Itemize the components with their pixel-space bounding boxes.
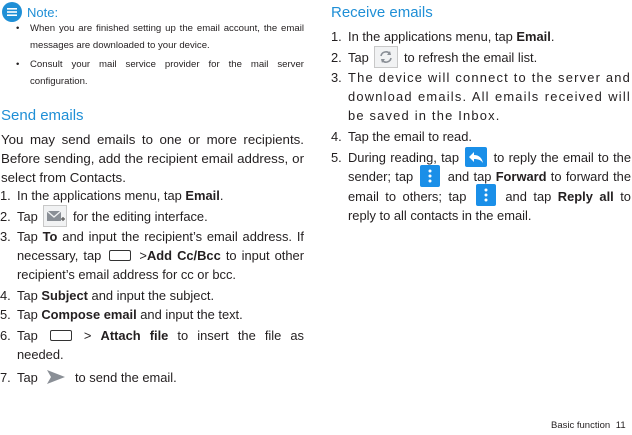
list-item: 4. Tap Subject and input the subject.: [0, 288, 215, 304]
note-title: Note:: [27, 4, 59, 20]
list-item: 1. In the applications menu, tap Email.: [0, 188, 224, 203]
page-footer: [551, 420, 626, 431]
list-item: 5. Tap Compose email and input the text.: [0, 307, 243, 323]
send-icon[interactable]: [45, 368, 67, 386]
note-header: [2, 2, 58, 22]
compose-mail-icon[interactable]: [43, 205, 67, 227]
reply-icon[interactable]: [465, 147, 487, 167]
refresh-icon[interactable]: [374, 46, 398, 68]
note-item: [14, 56, 304, 90]
list-item: 7. Tap to send the email.: [0, 370, 177, 386]
bullet: •: [16, 23, 20, 34]
menu-icon[interactable]: [50, 330, 72, 341]
send-emails-heading: Send emails: [1, 107, 84, 124]
list-item: 1. In the applications menu, tap Email.: [331, 29, 555, 44]
note-text: Consult your mail service provider for the mail server configuration.: [30, 59, 304, 87]
menu-icon[interactable]: [109, 250, 131, 261]
send-steps: [0, 186, 304, 387]
note-list: [14, 20, 304, 90]
footer-label: Basic function: [551, 420, 611, 431]
note-icon: [2, 2, 22, 22]
more-options-icon[interactable]: [420, 165, 440, 187]
list-item: 6. Tap > Attach file to insert the file as needed.: [0, 328, 304, 363]
send-intro: You may send emails to one or more recipients. Before sending, add the recipient email address, or select from Contacts.: [1, 132, 304, 185]
note-item: [14, 20, 304, 54]
receive-steps: [331, 27, 631, 225]
receive-emails-heading: Receive emails: [331, 4, 433, 21]
bullet: •: [16, 59, 20, 70]
note-text: When you are finished setting up the email account, the email messages are downloaded to your device.: [30, 23, 304, 51]
page-number: 11: [615, 420, 626, 431]
list-item: 5. During reading, tap to reply the email to the sender; tap and tap Forward to forward the email to others; tap and tap Reply all to reply to all contacts in the email.: [331, 148, 631, 225]
list-item: 2. Tap for the editing interface.: [0, 207, 304, 227]
list-item: 3. The device will connect to the server and download emails. All emails received will be saved in the Inbox.: [331, 70, 631, 124]
list-item: 2. Tap to refresh the email list.: [331, 48, 631, 68]
list-item: 3. Tap To and input the recipient’s email address. If necessary, tap >Add Cc/Bcc to input other recipient’s email address for cc or bcc.: [0, 229, 304, 283]
more-options-icon[interactable]: [476, 184, 496, 206]
list-item: 4. Tap the email to read.: [331, 129, 472, 145]
